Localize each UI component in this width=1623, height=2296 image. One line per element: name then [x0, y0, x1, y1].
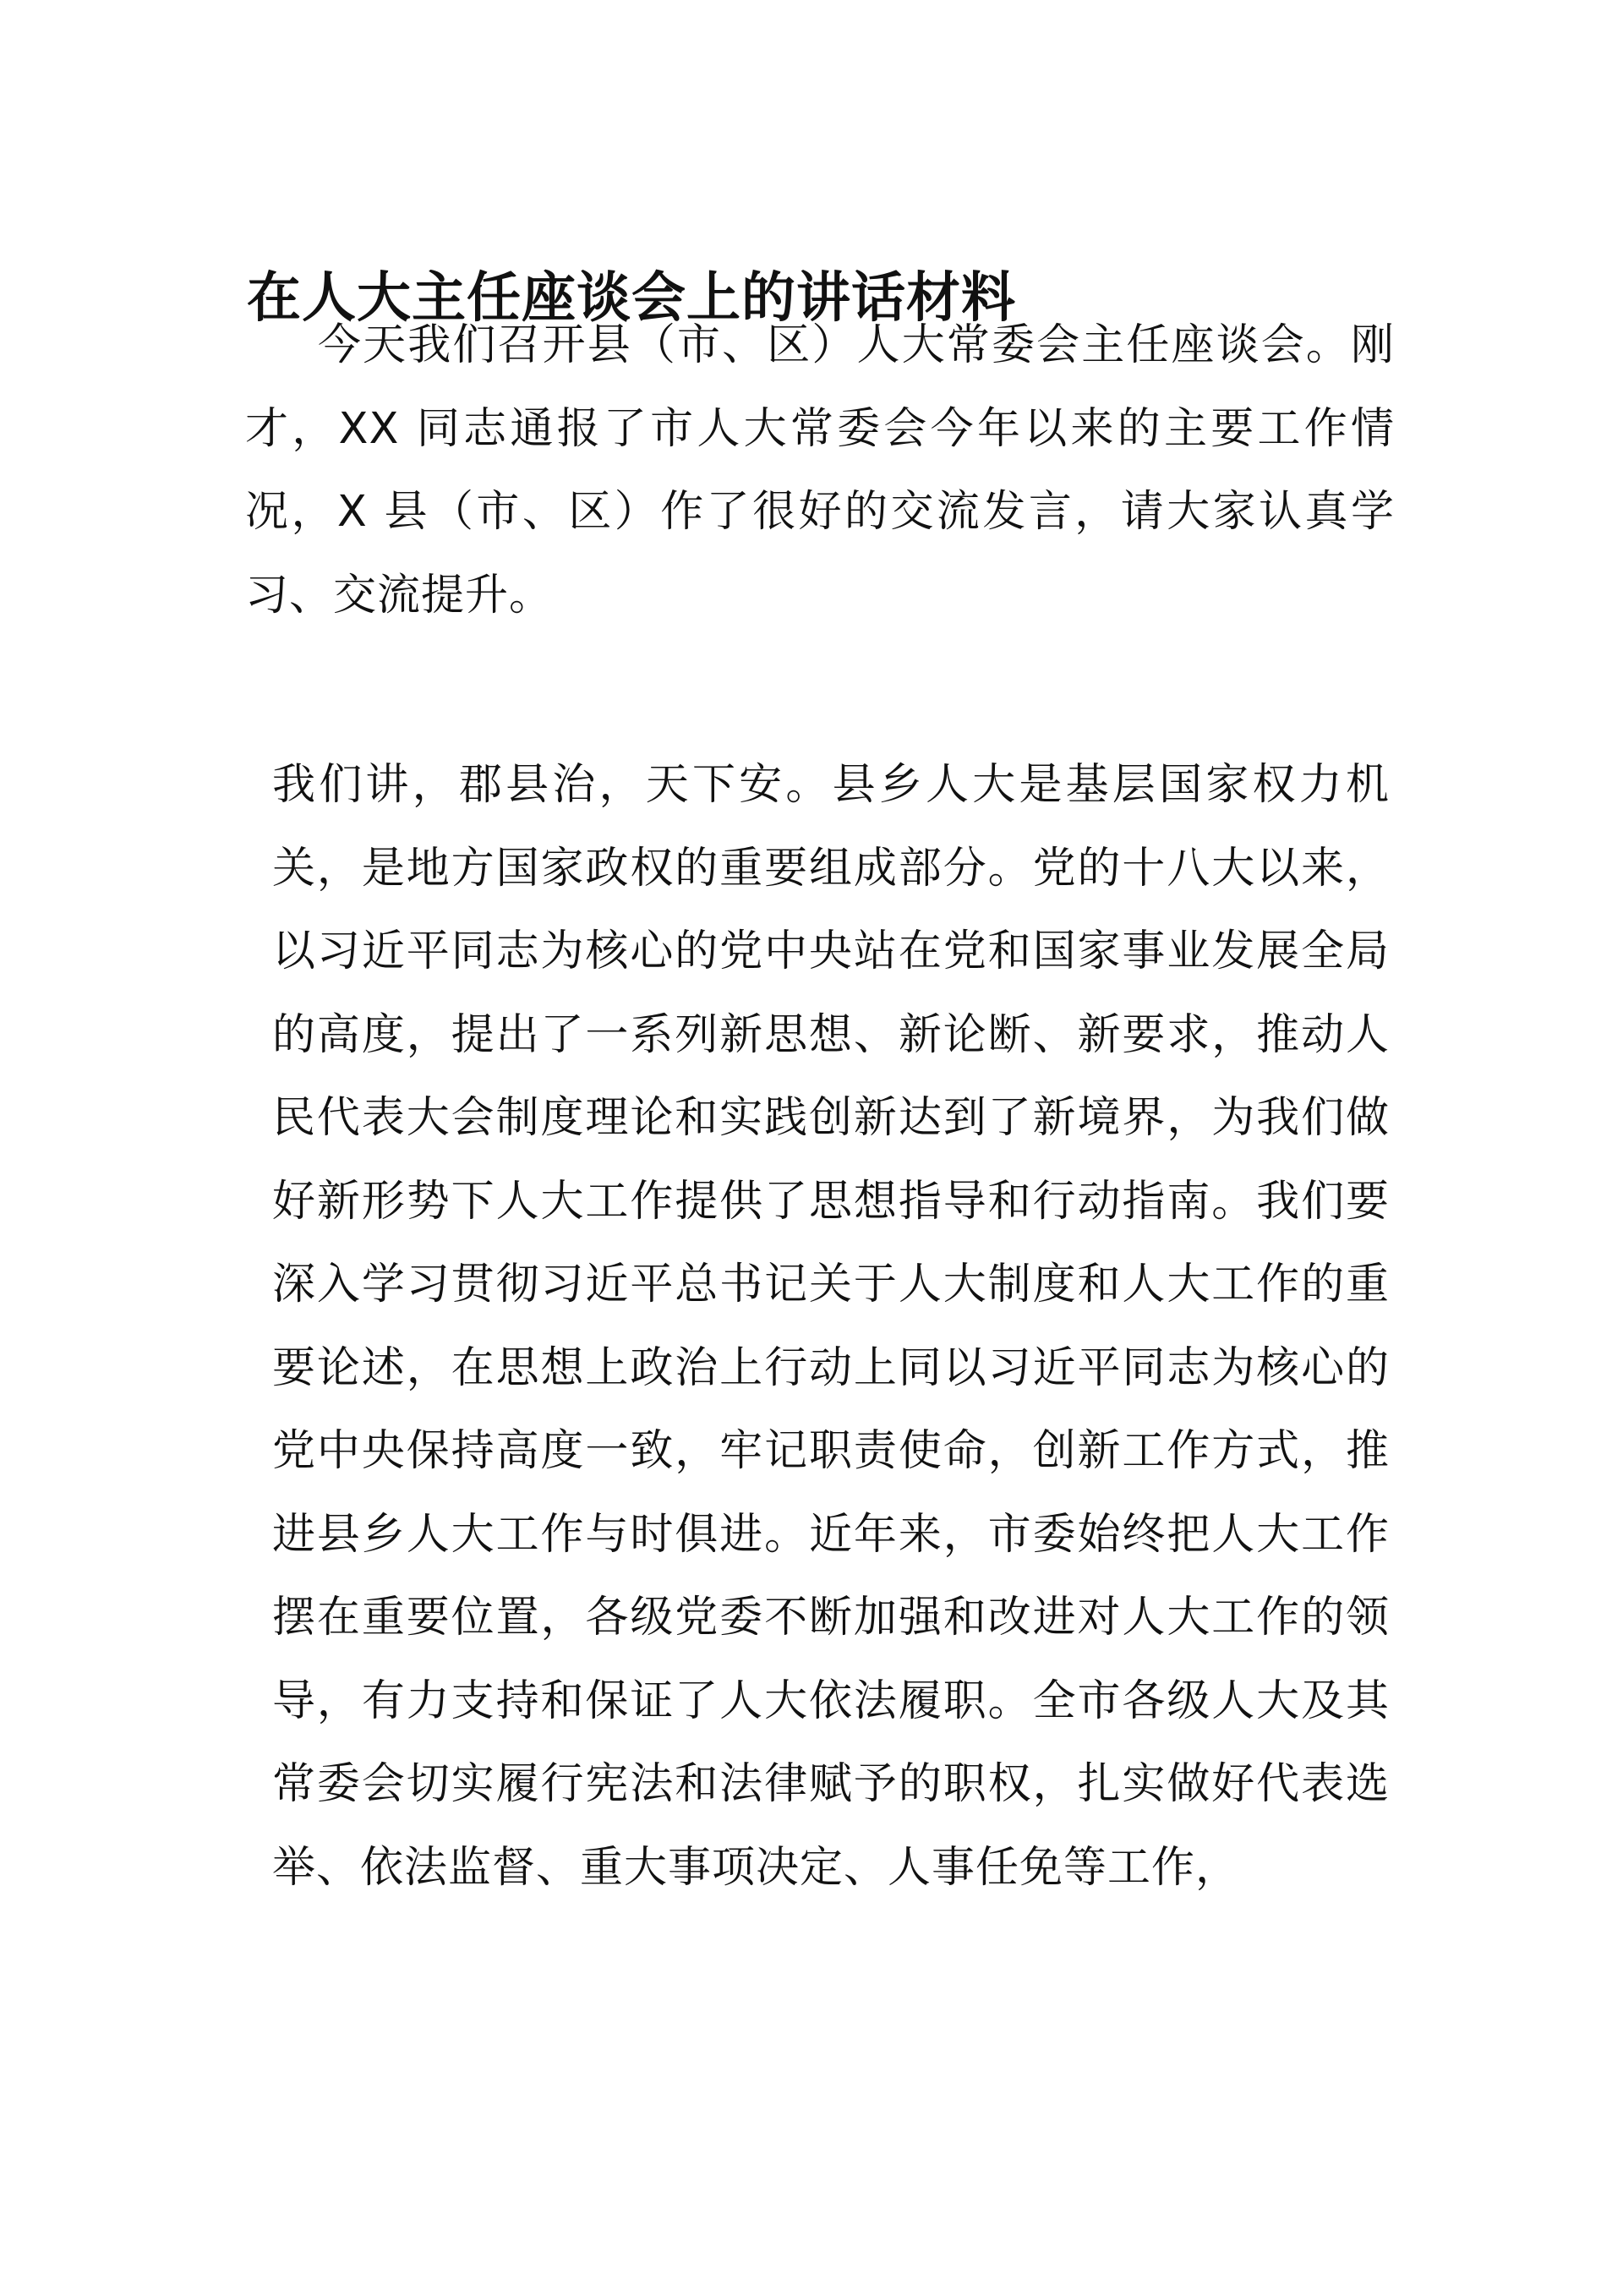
document-title: 在人大主任座谈会上的讲话材料 — [247, 266, 1016, 330]
paragraph-body: 我们讲，郡县治，天下安。县乡人大是基层国家权力机关，是地方国家政权的重要组成部分。党的十八大以来，以习近平同志为核心的党中央站在党和国家事业发展全局的高度，提出了一系列新思想、新论断、新要求，推动人民代表大会制度理论和实践创新达到了新境界，为我们做好新形势下人大工作提供了思想指导和行动指南。我们要深入学习贯彻习近平总书记关于人大制度和人大工作的重要论述，在思想上政治上行动上同以习近平同志为核心的党中央保持高度一致，牢记职责使命，创新工作方式，推进县乡人大工作与时俱进。近年来，市委始终把人大工作摆在重要位置，各级党委不断加强和改进对人大工作的领导，有力支持和保证了人大依法履职。全市各级人大及其常委会切实履行宪法和法律赋予的职权，扎实做好代表选举、依法监督、重大事项决定、人事任免等工作， — [272, 760, 1390, 1893]
paragraph-opening: 今天我们召开县（市、区）人大常委会主任座谈会。刚才，XX 同志通报了市人大常委会今年以来的主要工作情况，X 县（市、区）作了很好的交流发言，请大家认真学习、交流提升。 — [245, 320, 1395, 620]
